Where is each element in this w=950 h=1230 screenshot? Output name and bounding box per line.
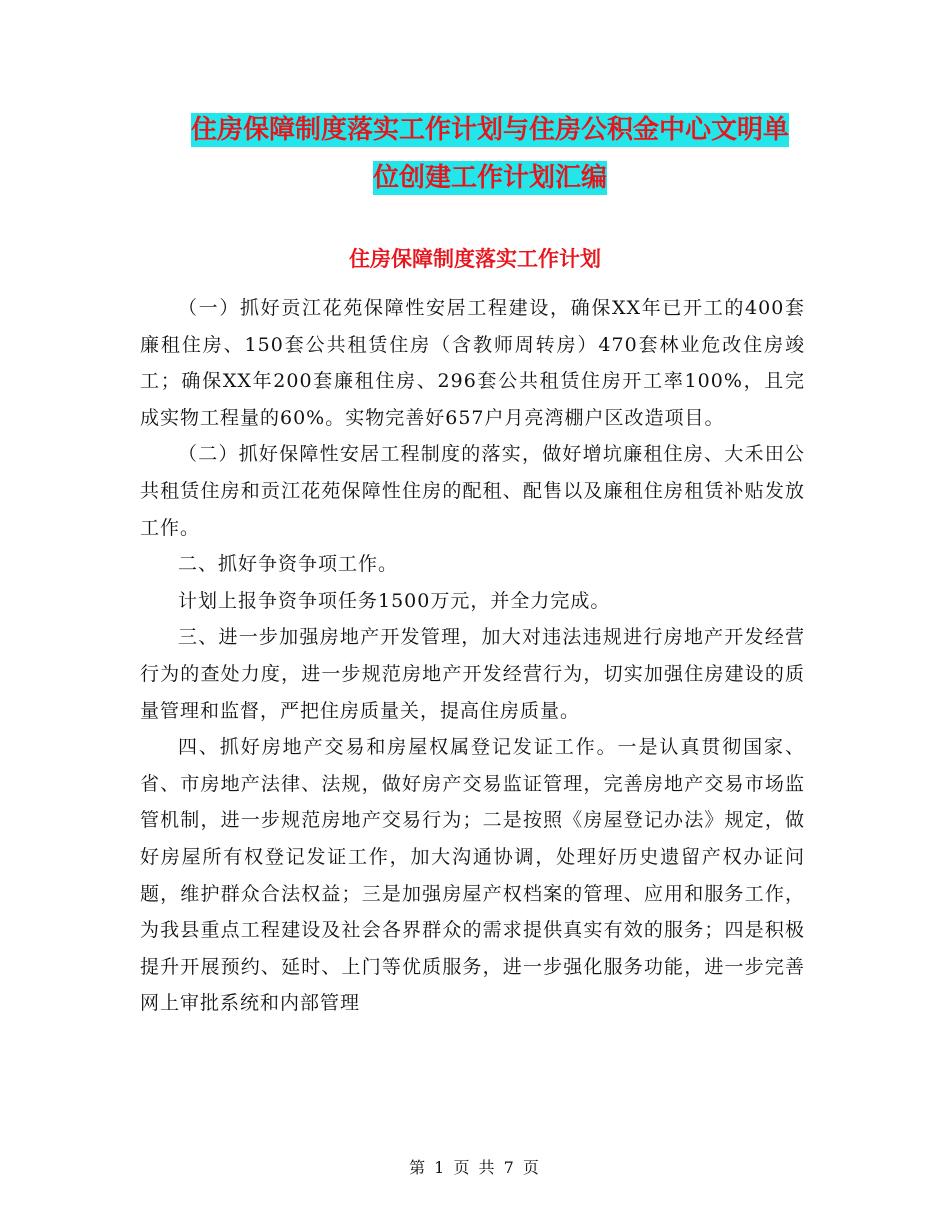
paragraph-3: 二、抓好争资争项工作。 <box>178 553 399 576</box>
paragraph-4: 计划上报争资争项任务1500万元，并全力完成。 <box>178 589 611 612</box>
document-title-line-1: 住房保障制度落实工作计划与住房公积金中心文明单 <box>190 115 789 145</box>
paragraph-5: 三、进一步加强房地产开发管理，加大对违法违规进行房地产开发经营行为的查处力度，进一步规范房地产开发经营行为，切实加强住房建设的质量管理和监督，严把住房质量关，提高住房质量。 <box>140 626 805 722</box>
document-title <box>140 106 840 202</box>
paragraph-2: （二）抓好保障性安居工程制度的落实，做好增坑廉租住房、大禾田公共租赁住房和贡江花苑保障性住房的配租、配售以及廉租住房租赁补贴发放工作。 <box>140 443 805 539</box>
paragraph-1: （一）抓好贡江花苑保障性安居工程建设，确保XX年已开工的400套廉租住房、150套公共租赁住房（含教师周转房）470套林业危改住房竣工；确保XX年200套廉租住房、296套公共租赁住房开工率100%，且完成实物工程量的60%。实物完善好657户月亮湾棚户区改造项目。 <box>140 297 805 429</box>
document-title-line-2: 位创建工作计划汇编 <box>372 163 607 193</box>
page-footer: 第 1 页 共 7 页 <box>409 1158 541 1177</box>
section-title: 住房保障制度落实工作计划 <box>349 247 601 271</box>
document-body <box>140 290 805 1022</box>
paragraph-6: 四、抓好房地产交易和房屋权属登记发证工作。一是认真贯彻国家、省、市房地产法律、法规，做好房产交易监证管理，完善房地产交易市场监管机制，进一步规范房地产交易行为；二是按照《房屋登记办法》规定，做好房屋所有权登记发证工作，加大沟通协调，处理好历史遗留产权办证问题，维护群众合法权益；三是加强房屋产权档案的管理、应用和服务工作，为我县重点工程建设及社会各界群众的需求提供真实有效的服务；四是积极提升开展预约、延时、上门等优质服务，进一步强化服务功能，进一步完善网上审批系统和内部管理 <box>140 736 805 1015</box>
